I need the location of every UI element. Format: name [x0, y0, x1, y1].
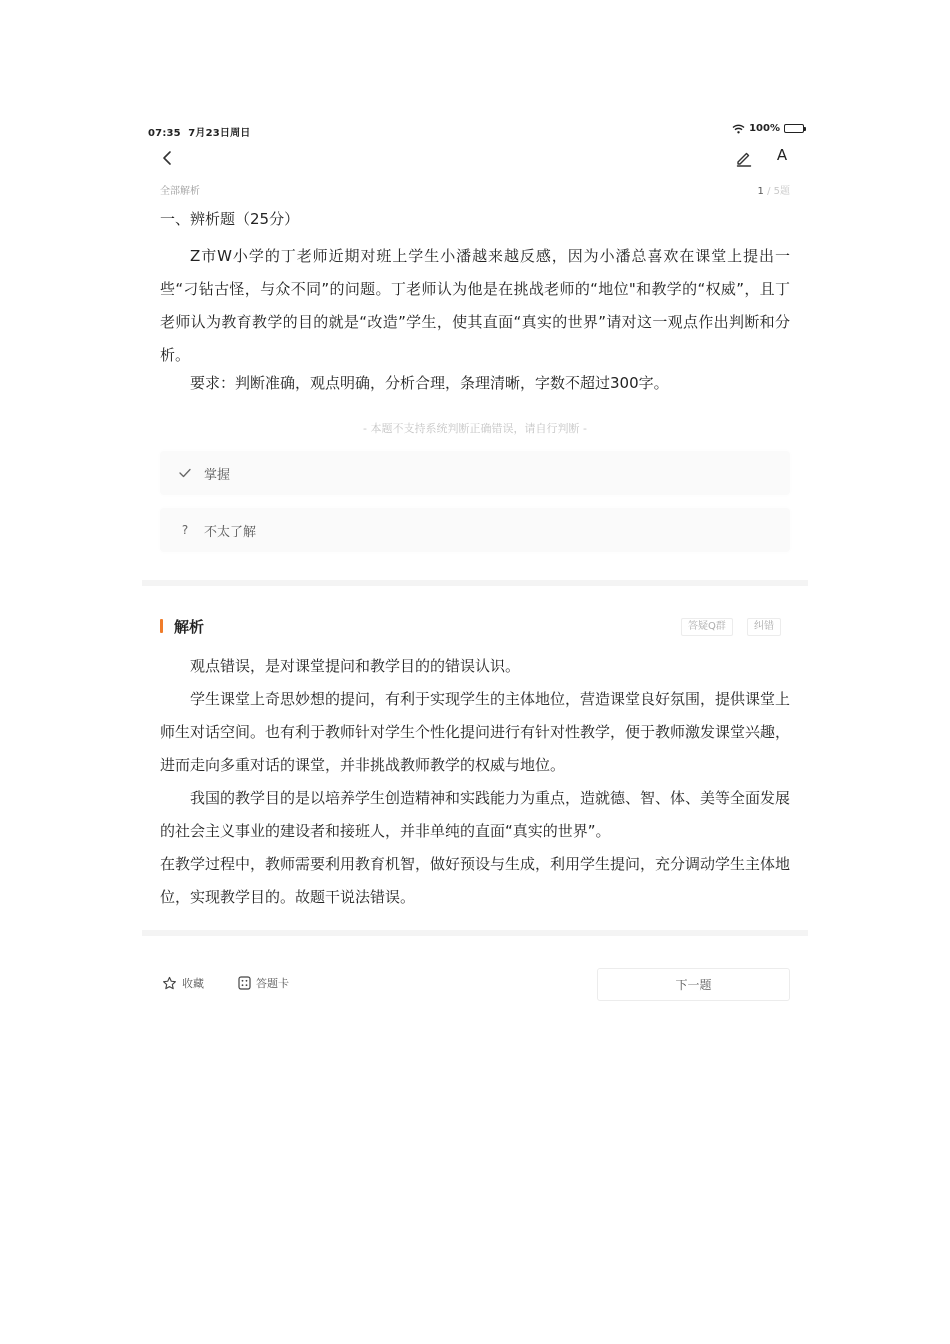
sub-header [160, 182, 790, 198]
section-divider [142, 930, 808, 936]
total-questions: / 5题 [763, 186, 790, 197]
question-body [160, 240, 790, 372]
question-icon: ? [181, 523, 189, 537]
bottom-bar [160, 966, 790, 1002]
check-icon [177, 468, 193, 478]
current-question-number: 1 [757, 186, 764, 197]
favorite-button[interactable] [162, 975, 204, 991]
self-judge-notice: - 本题不支持系统判断正确错误，请自行判断 - [363, 422, 587, 435]
section-divider [142, 580, 808, 586]
analysis-paragraph: 学生课堂上奇思妙想的提问，有利于实现学生的主体地位，营造课堂良好氛围，提供课堂上师生对话空间。也有利于教师针对学生个性化提问进行有针对性教学，便于教师激发课堂兴趣，进而走向多重对话的课堂，并非挑战教师教学的权威与地位。 [160, 690, 791, 774]
question-progress [758, 182, 790, 197]
status-indicators [732, 123, 804, 134]
pen-icon[interactable] [734, 148, 754, 168]
analysis-title: 解析 [174, 618, 205, 636]
analysis-paragraph: 在教学过程中，教师需要利用教育机智，做好预设与生成，利用学生提问，充分调动学生主体地位，实现教学目的。故题干说法错误。 [160, 855, 791, 906]
analysis-paragraph: 观点错误，是对课堂提问和教学目的的错误认识。 [190, 657, 521, 675]
qq-group-button[interactable]: 答疑Q群 [681, 618, 733, 636]
option-label: 掌握 [204, 467, 231, 483]
breadcrumb: 全部解析 [160, 186, 200, 197]
font-size-icon[interactable]: A [776, 146, 788, 164]
analysis-header [160, 616, 790, 638]
question-text: Z市W小学的丁老师近期对班上学生小潘越来越反感，因为小潘总喜欢在课堂上提出一些“刁钻古怪，与众不同”的问题。丁老师认为他是在挑战老师的“地位"和教学的“权威”，且丁老师认为教育教学的目的就是“改造”学生，使其直面“真实的世界”请对这一观点作出判断和分析。 [160, 247, 790, 364]
answer-card-button[interactable] [238, 975, 289, 991]
star-icon [162, 976, 177, 991]
battery-icon [784, 124, 804, 133]
chevron-left-icon[interactable] [158, 148, 178, 168]
answer-card-icon [238, 976, 251, 990]
next-question-button[interactable]: 下一题 [597, 968, 790, 1001]
question-requirement: 要求：判断准确，观点明确，分析合理，条理清晰，字数不超过300字。 [190, 374, 669, 392]
analysis-body [160, 650, 790, 914]
question-title: 一、辨析题（25分） [160, 210, 300, 228]
accent-bar [160, 619, 163, 633]
status-time: 07:35 7月23日周日 [148, 128, 251, 139]
favorite-label: 收藏 [182, 977, 204, 990]
wifi-icon [732, 124, 745, 134]
correction-button[interactable]: 纠错 [747, 618, 781, 636]
option-mastered[interactable] [160, 451, 790, 495]
battery-percent: 100% [749, 123, 780, 134]
nav-bar [148, 146, 804, 170]
option-label: 不太了解 [204, 524, 257, 540]
answer-card-label: 答题卡 [256, 977, 289, 990]
analysis-paragraph: 我国的教学目的是以培养学生创造精神和实践能力为重点，造就德、智、体、美等全面发展的社会主义事业的建设者和接班人，并非单纯的直面“真实的世界”。 [160, 789, 791, 840]
option-not-understood[interactable] [160, 508, 790, 552]
status-bar [148, 122, 804, 138]
